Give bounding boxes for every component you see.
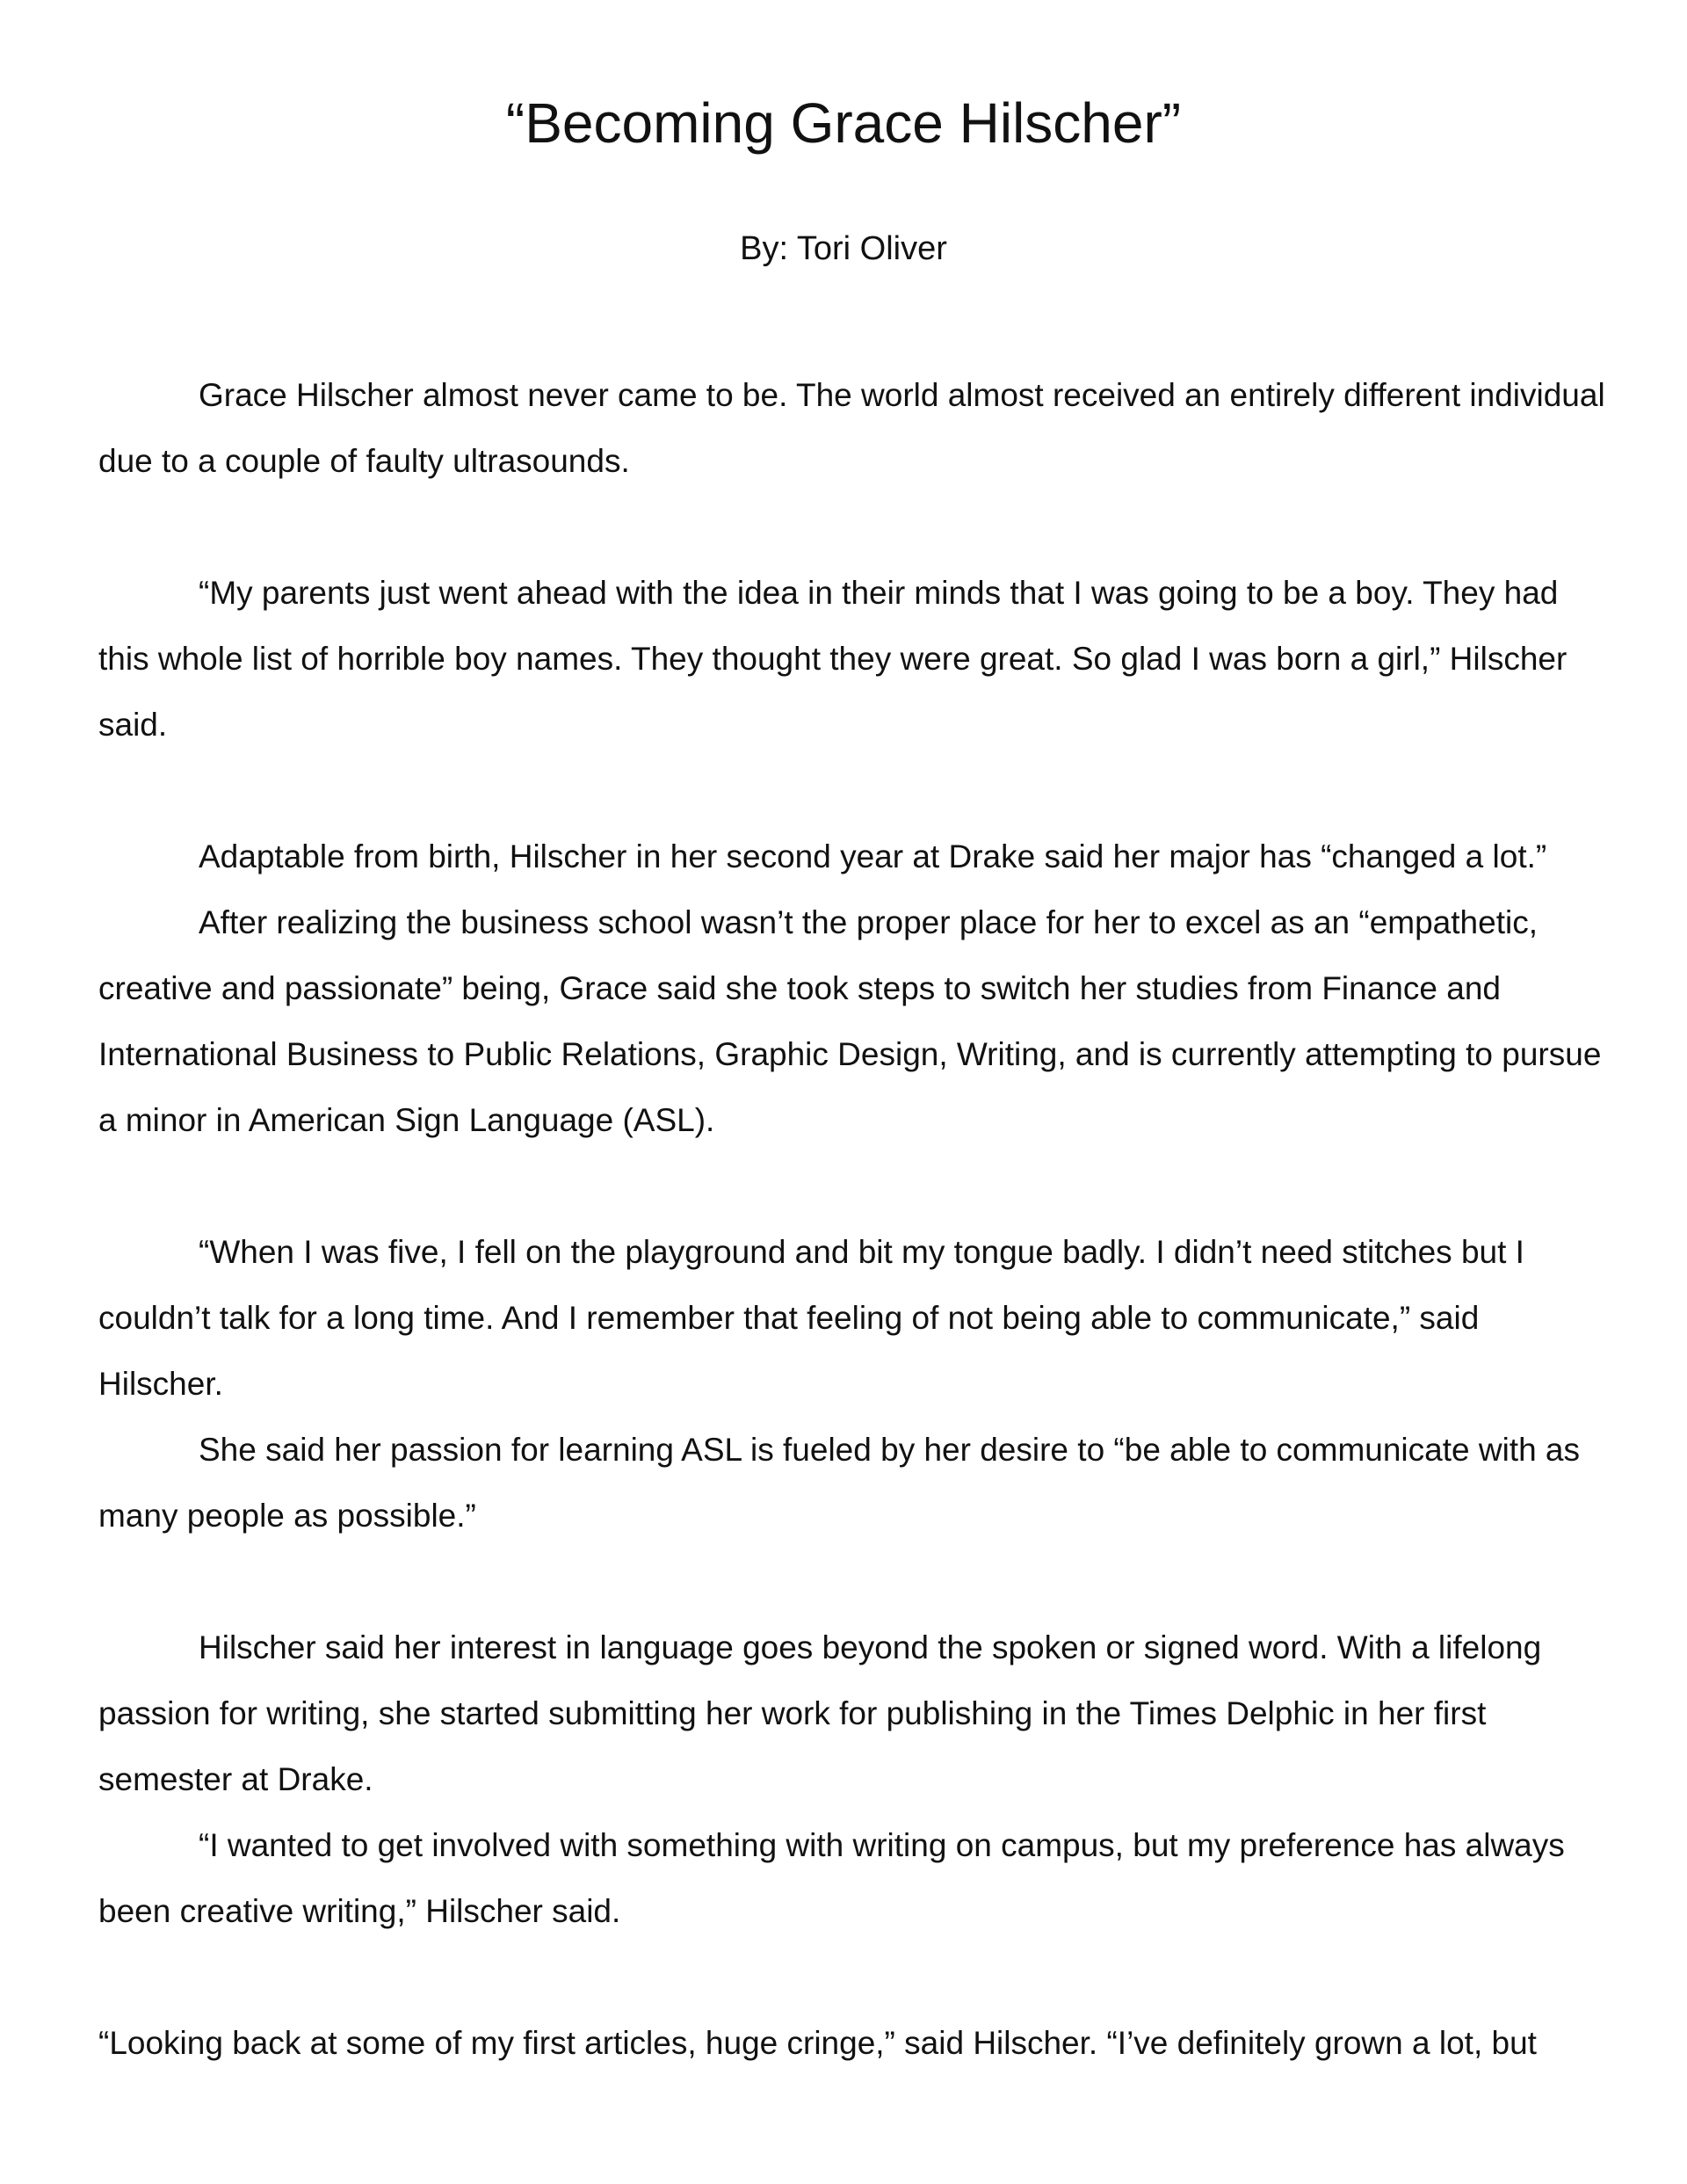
- paragraph: Adaptable from birth, Hilscher in her second year at Drake said her major has “changed a lot.”: [199, 838, 1547, 874]
- paragraph: “Looking back at some of my first articles, huge cringe,” said Hilscher. “I’ve definitely grown a lot, but: [98, 2025, 1537, 2061]
- paragraph: “My parents just went ahead with the idea in their minds that I was going to be a boy. They had this whole list of horrible boy names. They thought they were great. So glad I was born a girl,” Hilscher said.: [98, 575, 1568, 743]
- article-body: [98, 362, 1610, 2076]
- paragraph: “I wanted to get involved with something with writing on campus, but my preference has always been creative writing,” Hilscher said.: [98, 1827, 1565, 1929]
- article-title: “Becoming Grace Hilscher”: [505, 91, 1182, 155]
- paragraph: Hilscher said her interest in language goes beyond the spoken or signed word. With a lifelong passion for writing, she started submitting her work for publishing in the Times Delphic in her first semester at Drake.: [98, 1629, 1542, 1797]
- paragraph: “When I was five, I fell on the playground and bit my tongue badly. I didn’t need stitches but I couldn’t talk for a long time. And I remember that feeling of not being able to communicate,” said Hilscher.: [98, 1234, 1524, 1402]
- article-byline: By: Tori Oliver: [740, 230, 947, 267]
- paragraph: After realizing the business school wasn’t the proper place for her to excel as an “empathetic, creative and passionate” being, Grace said she took steps to switch her studies from Finance and International Business to Public Relations, Graphic Design, Writing, and is currently attempting to pursue a minor in American Sign Language (ASL).: [98, 904, 1602, 1138]
- paragraph: She said her passion for learning ASL is fueled by her desire to “be able to communicate with as many people as possible.”: [98, 1432, 1581, 1534]
- paragraph: Grace Hilscher almost never came to be. The world almost received an entirely different individual due to a couple of faulty ultrasounds.: [98, 377, 1605, 479]
